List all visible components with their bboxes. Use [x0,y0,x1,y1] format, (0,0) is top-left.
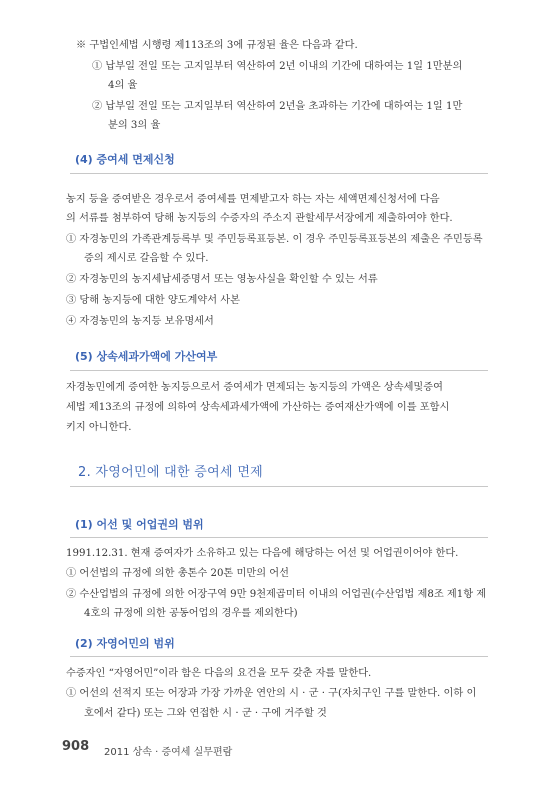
page-number: 908 [62,739,90,754]
list-item-cont: 호에서 같다) 또는 그와 연접한 시 · 군 · 구에 거주할 것 [84,708,327,719]
section4-paragraph-cont: 의 서류를 첨부하여 당해 농지등의 수증자의 주소지 관할세무서장에게 제출하여야 한다. [66,213,453,224]
list-item: ① 자경농민의 가족관계등록부 및 주민등록표등본. 이 경우 주민등록표등본의 제출은 주민등록 [66,234,483,245]
subsection-heading-2: (2) 자영어민의 범위 [75,637,175,650]
note-lead: ※ 구법인세법 시행령 제113조의 3에 규정된 율은 다음과 같다. [76,40,358,51]
section-heading-4: (4) 증여세 면제신청 [75,153,175,166]
divider [70,656,488,657]
note-item-2: ② 납부일 전일 또는 고지일부터 역산하여 2년을 초과하는 기간에 대하여는 1일 1만 [92,101,463,112]
divider [70,486,488,487]
list-item: ① 어선법의 규정에 의한 총톤수 20톤 미만의 어선 [66,568,289,579]
divider [70,537,488,538]
list-item-cont: 증의 제시로 갈음할 수 있다. [84,253,209,264]
list-item-cont: 4호의 규정에 의한 공동어업의 경우를 제외한다) [84,608,298,619]
list-item: ③ 당해 농지등에 대한 양도계약서 사본 [66,295,240,306]
divider [70,173,488,174]
section5-paragraph-cont: 키지 아니한다. [66,422,132,433]
list-item: ② 자경농민의 농지세납세증명서 또는 영농사실을 확인할 수 있는 서류 [66,274,378,285]
note-item-1: ① 납부일 전일 또는 고지일부터 역산하여 2년 이내의 기간에 대하여는 1일 1만분의 [92,61,463,72]
list-item: ① 어선의 선적지 또는 어장과 가장 가까운 연안의 시 · 군 · 구(자치구인 구를 말한다. 이하 이 [66,688,477,699]
book-title: 2011 상속 · 증여세 실무편람 [104,747,233,758]
note-item-2-cont: 분의 3의 율 [108,120,161,131]
list-item: ④ 자경농민의 농지등 보유명세서 [66,316,214,327]
section4-paragraph: 농지 등을 증여받은 경우로서 증여세를 면제받고자 하는 자는 세액면제신청서에 다음 [66,194,440,205]
sub2-paragraph: 수증자인 “자영어민”이라 함은 다음의 요건을 모두 갖춘 자를 말한다. [66,668,372,679]
subsection-heading-1: (1) 어선 및 어업권의 범위 [75,518,204,531]
section5-paragraph: 자경농민에게 증여한 농지등으로서 증여세가 면제되는 농지등의 가액은 상속세및증여 [66,382,443,393]
section-heading-5: (5) 상속세과가액에 가산여부 [75,350,218,363]
sub1-paragraph: 1991.12.31. 현재 증여자가 소유하고 있는 다음에 해당하는 어선 및 어업권이어야 한다. [66,548,459,559]
list-item: ② 수산업법의 규정에 의한 어장구역 9만 9천제곱미터 이내의 어업권(수산업법 제8조 제1항 제 [66,589,487,600]
chapter-title: 2. 자영어민에 대한 증여세 면제 [78,465,264,480]
section5-paragraph-cont: 세법 제13조의 규정에 의하여 상속세과세가액에 가산하는 증여재산가액에 이를 포함시 [66,402,450,413]
note-item-1-cont: 4의 율 [108,80,138,91]
divider [70,370,488,371]
